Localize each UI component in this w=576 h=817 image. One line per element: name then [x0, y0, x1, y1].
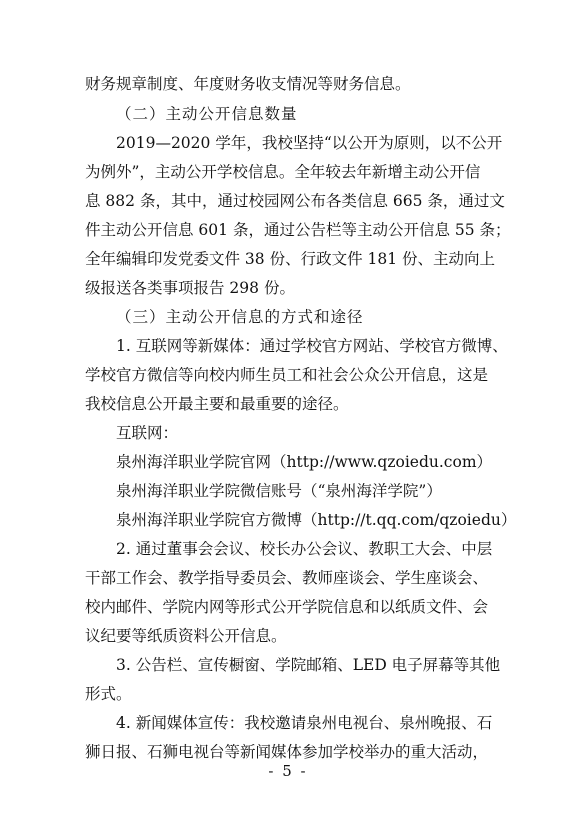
text-line: 学校官方微信等向校内师生员工和社会公众公开信息，这是 [85, 366, 489, 384]
text-line: 校内邮件、学院内网等形式公开学院信息和以纸质文件、会 [85, 598, 489, 616]
section-heading-2: （二）主动公开信息数量 [116, 105, 298, 123]
text-line: 息 882 条，其中，通过校园网公布各类信息 665 条，通过文 [85, 192, 505, 210]
section-heading-3: （三）主动公开信息的方式和途径 [116, 308, 364, 326]
text-line: 2019—2020 学年，我校坚持“以公开为原则，以不公开 [116, 134, 503, 152]
weibo-entry: 泉州海洋职业学院官方微博（http://t.qq.com/qzoiedu） [116, 511, 517, 529]
text-line: 干部工作会、教学指导委员会、教师座谈会、学生座谈会、 [85, 569, 489, 587]
wechat-entry: 泉州海洋职业学院微信账号（“泉州海洋学院”） [116, 482, 442, 500]
text-line: 议纪要等纸质资料公开信息。 [85, 627, 287, 645]
text-line: 互联网： [116, 424, 179, 442]
text-line: 1. 互联网等新媒体：通过学校官方网站、学校官方微博、 [116, 337, 508, 355]
text-line: 全年编辑印发党委文件 38 份、行政文件 181 份、主动向上 [85, 250, 496, 268]
website-entry: 泉州海洋职业学院官网（http://www.qzoiedu.com） [116, 453, 493, 471]
text-line: 财务规章制度、年度财务收支情况等财务信息。 [85, 75, 411, 93]
text-line: 我校信息公开最主要和最重要的途径。 [85, 395, 349, 413]
text-line: 为例外”，主动公开学校信息。全年较去年新增主动公开信 [85, 163, 481, 181]
text-line: 狮日报、石狮电视台等新闻媒体参加学校举办的重大活动， [85, 743, 489, 761]
text-line: 形式。 [85, 685, 132, 703]
page-number: - 5 - [268, 762, 308, 780]
text-line: 级报送各类事项报告 298 份。 [85, 279, 295, 297]
text-line: 4. 新闻媒体宣传：我校邀请泉州电视台、泉州晚报、石 [116, 714, 493, 732]
text-line: 2. 通过董事会会议、校长办公会议、教职工大会、中层 [116, 540, 493, 558]
text-line: 件主动公开信息 601 条，通过公告栏等主动公开信息 55 条； [85, 221, 511, 239]
text-line: 3. 公告栏、宣传橱窗、学院邮箱、LED 电子屏幕等其他 [116, 656, 501, 674]
